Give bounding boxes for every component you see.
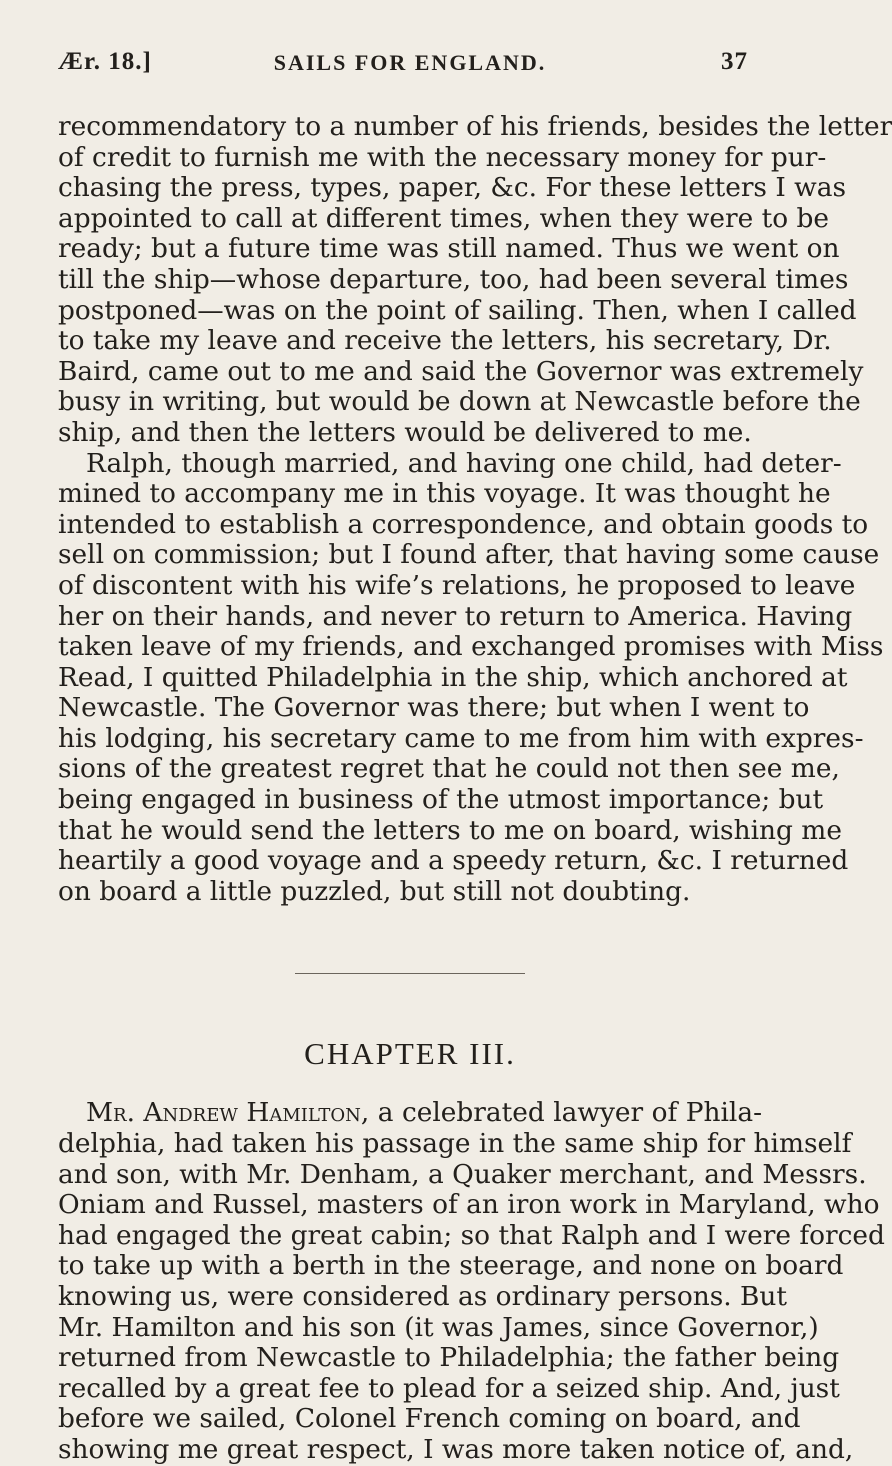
text-line: Ralph, though married, and having one child, had deter- — [86, 447, 842, 479]
text-line: before we sailed, Colonel French coming on board, and — [58, 1403, 801, 1435]
text-line: on board a little puzzled, but still not doubting. — [58, 875, 691, 907]
text-line: to take my leave and receive the letters, his secretary, Dr. — [58, 325, 832, 357]
text-line: Read, I quitted Philadelphia in the ship, which anchored at — [58, 661, 848, 693]
text-line: his lodging, his secretary came to me from him with expres- — [58, 722, 864, 754]
text-line: recommendatory to a number of his friends, besides the letter — [58, 111, 892, 142]
text-line: delphia, had taken his passage in the same ship for himself — [58, 1128, 852, 1160]
text-line: to take up with a berth in the steerage, and none on board — [58, 1250, 844, 1282]
text-line: chasing the press, types, paper, &c. For these letters I was — [58, 172, 847, 204]
text-line: returned from Newcastle to Philadelphia; the father being — [58, 1342, 840, 1374]
text-line: sions of the greatest regret that he could not then see me, — [58, 753, 840, 785]
text-line: knowing us, were considered as ordinary persons. But — [58, 1281, 788, 1312]
text-line: being engaged in business of the utmost importance; but — [58, 784, 824, 816]
text-line: postponed—was on the point of sailing. Then, when I called — [58, 294, 857, 326]
text-line: and son, with Mr. Denham, a Quaker merchant, and Messrs. — [58, 1158, 867, 1190]
text-line: busy in writing, but would be down at Newcastle before the — [58, 386, 861, 418]
text-line: heartily a good voyage and a speedy return, &c. I returned — [58, 845, 849, 877]
running-head-title: SAILS FOR ENGLAND. — [273, 50, 547, 75]
text-line: Newcastle. The Governor was there; but when I went to — [58, 692, 810, 724]
paragraph-ralph — [58, 447, 884, 908]
running-head-age: Ær. 18.] — [58, 48, 152, 75]
page-number: 37 — [721, 48, 748, 75]
text-line: mined to accompany me in this voyage. It was thought he — [58, 478, 831, 510]
text-line: had engaged the great cabin; so that Ralph and I were forced — [58, 1219, 885, 1251]
text-line: of credit to furnish me with the necessary money for pur- — [58, 141, 827, 173]
text-line: till the ship—whose departure, too, had been several times — [58, 263, 849, 295]
text-line: that he would send the letters to me on board, wishing me — [58, 814, 842, 846]
section-divider — [295, 973, 525, 974]
chapter-first-line-rest: a celebrated lawyer of Phila- — [369, 1097, 763, 1129]
text-line: recalled by a great fee to plead for a seized ship. And, just — [58, 1372, 840, 1404]
chapter-heading: CHAPTER III. — [304, 1036, 516, 1072]
text-line: Baird, came out to me and said the Governor was extremely — [58, 355, 864, 387]
text-line: of discontent with his wife’s relations, he proposed to leave — [58, 569, 856, 601]
chapter-opening-name: Mr. Andrew Hamilton, — [86, 1097, 370, 1129]
text-line: intended to establish a correspondence, and obtain goods to — [58, 508, 869, 540]
text-line: ship, and then the letters would be delivered to me. — [58, 416, 752, 448]
text-line: Mr. Hamilton and his son (it was James, since Governor,) — [58, 1311, 819, 1343]
text-line: Oniam and Russel, masters of an iron work in Maryland, who — [58, 1189, 880, 1221]
text-line: sell on commission; but I found after, that having some cause — [58, 539, 880, 571]
text-line: appointed to call at different times, when they were to be — [58, 202, 830, 234]
body-text — [58, 111, 892, 907]
text-line: ready; but a future time was still named. Thus we went on — [58, 233, 840, 265]
text-line — [58, 1098, 762, 1129]
paragraph-hamilton — [58, 1097, 885, 1465]
paragraph-continued — [58, 111, 892, 449]
text-line: showing me great respect, I was more taken notice of, and, — [58, 1433, 854, 1465]
chapter-body-text — [58, 1097, 885, 1465]
running-head — [58, 48, 762, 82]
text-line: taken leave of my friends, and exchanged promises with Miss — [58, 631, 884, 663]
text-line: her on their hands, and never to return to America. Having — [58, 600, 853, 632]
